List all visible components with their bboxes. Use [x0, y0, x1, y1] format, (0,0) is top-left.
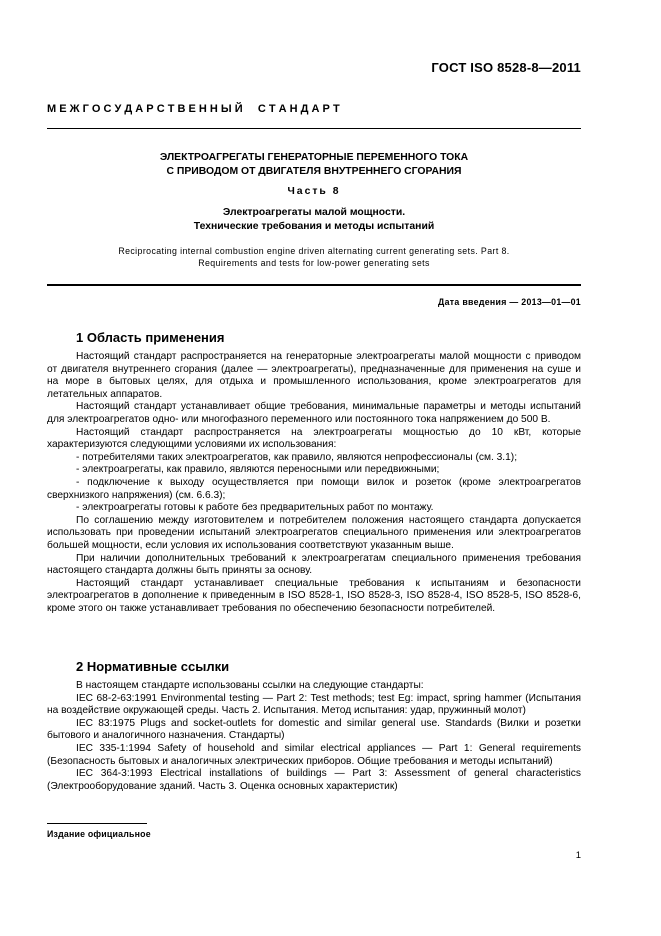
- subtitle-line-1: Электроагрегаты малой мощности.: [222, 207, 406, 218]
- standard-title: [47, 151, 581, 179]
- official-edition-label: Издание официальное: [47, 829, 151, 839]
- section-1-body: [47, 351, 581, 615]
- english-title-line-2: Requirements and tests for low-power generating sets: [198, 258, 430, 268]
- document-code: ГОСТ ISO 8528-8—2011: [431, 60, 581, 75]
- reference-item: IEC 364-3:1993 Electrical installations of buildings — Part 3: Assessment of general characteristics (Электрооборудование зданий. Часть 3. Оценка основных характеристик): [47, 768, 581, 792]
- standard-subtitle: [47, 206, 581, 233]
- paragraph: Настоящий стандарт устанавливает специальные требования к испытаниям и безопасности электроагрегатов в дополнение к приведенным в ISO 8528-1, ISO 8528-3, ISO 8528-4, ISO 8528-5, ISO 8528-6, кроме этого он также устанавливает требования по обеспечению безопасности потребителей.: [47, 577, 581, 614]
- section-2-body: [47, 680, 581, 793]
- paragraph: Настоящий стандарт распространяется на генераторные электроагрегаты малой мощности с приводом от двигателя внутреннего сгорания (далее — электроагрегаты), предназначенные для применения на суше и на море в бытовых целях, для отдыха и промышленного использования, кроме электроагрегатов для летательных аппаратов.: [47, 351, 581, 400]
- paragraph: По соглашению между изготовителем и потребителем положения настоящего стандарта допускается использовать при проведении испытаний электроагрегатов специального применения или электроагрегатов большей мощности, если условия их использования соответствуют указанным выше.: [47, 514, 581, 551]
- list-item: - электроагрегаты, как правило, являются переносными или передвижными;: [76, 464, 440, 476]
- paragraph: В настоящем стандарте использованы ссылки на следующие стандарты:: [76, 680, 424, 691]
- subtitle-line-2: Технические требования и методы испытаний: [193, 220, 435, 232]
- top-divider: [47, 128, 581, 129]
- reference-item: IEC 83:1975 Plugs and socket-outlets for domestic and similar general use. Standards (Вилки и розетки бытового и аналогичного назначения. Стандарты): [47, 717, 581, 742]
- introduction-date: Дата введения — 2013—01—01: [438, 297, 581, 307]
- list-item: - подключение к выходу осуществляется при помощи вилок и розеток (кроме электроагрегатов сверхнизкого напряжения) (см. 6.6.3);: [47, 476, 581, 501]
- section-1-heading: 1 Область применения: [76, 330, 225, 345]
- list-item: - электроагрегаты готовы к работе без предварительных работ по монтажу.: [76, 502, 434, 514]
- page-number: 1: [575, 850, 581, 861]
- english-title: [47, 245, 581, 269]
- section-2-heading: 2 Нормативные ссылки: [76, 659, 230, 674]
- footnote-divider: [47, 823, 147, 824]
- title-line-1: ЭЛЕКТРОАГРЕГАТЫ ГЕНЕРАТОРНЫЕ ПЕРЕМЕННОГО ТОКА: [159, 152, 469, 163]
- title-line-2: С ПРИВОДОМ ОТ ДВИГАТЕЛЯ ВНУТРЕННЕГО СГОРАНИЯ: [166, 166, 462, 177]
- part-label: Часть 8: [287, 186, 341, 197]
- reference-item: IEC 68-2-63:1991 Environmental testing — Part 2: Test methods; test Eg: impact, spring hammer (Испытания на воздействие окружающей среды. Часть 2. Испытания. Метод испытания: удар, пружинный молот): [47, 692, 581, 717]
- english-title-line-1: Reciprocating internal combustion engine driven alternating current generating sets. Part 8.: [118, 246, 510, 256]
- paragraph: При наличии дополнительных требований к электроагрегатам специального применения требования настоящего стандарта должны быть приняты за основу.: [47, 552, 581, 577]
- paragraph: Настоящий стандарт распространяется на электроагрегаты мощностью до 10 кВт, которые характеризуются следующими условиями их использования:: [47, 426, 581, 451]
- interstate-standard-label: М Е Ж Г О С У Д А Р С Т В Е Н Н Ы Й С Т А Н Д А Р Т: [47, 103, 340, 115]
- paragraph: Настоящий стандарт устанавливает общие требования, минимальные параметры и методы испытаний для электроагрегатов одно- или многофазного переменного или постоянного тока напряжением до 500 В.: [47, 401, 581, 425]
- list-item: - потребителями таких электроагрегатов, как правило, являются непрофессионалы (см. 3.1);: [76, 451, 518, 463]
- title-divider: [47, 284, 581, 286]
- reference-item: IEC 335-1:1994 Safety of household and similar electrical appliances — Part 1: General requirements (Безопасность бытовых и аналогичных электрических приборов. Общие требования и методы испытаний): [47, 742, 581, 767]
